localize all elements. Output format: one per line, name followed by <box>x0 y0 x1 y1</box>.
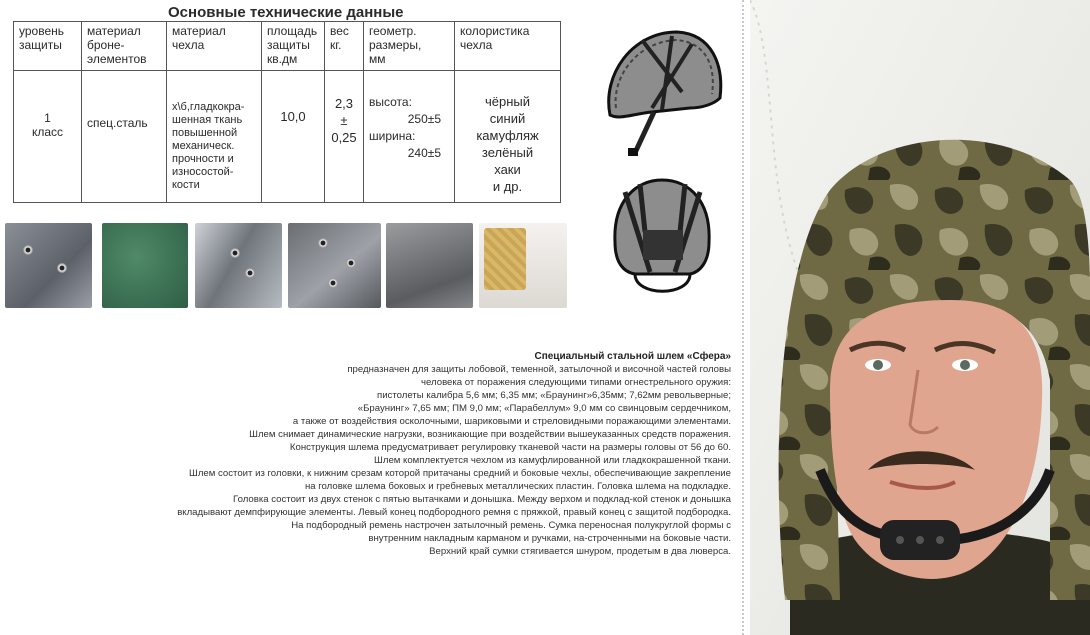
description-line: Конструкция шлема предусматривает регулировку тканевой части на размеры головы от 56 до 60. <box>289 442 731 453</box>
header-level: уровень защиты <box>14 22 82 71</box>
description-line: на головке шлема боковых и гребневых металлических пластин. Головка шлема на подкладке. <box>304 481 731 492</box>
armor-plate-photo <box>5 223 92 308</box>
bullet-mark <box>245 268 255 278</box>
description-line: На подбородный ремень настрочен затылочный ремень. Сумка переносная полукруглой формы с <box>291 520 731 531</box>
helmet-padding-photo <box>479 223 567 308</box>
armor-plate-photo <box>102 223 188 308</box>
width-label: ширина: <box>369 129 416 143</box>
description-line: а также от воздействия осколочными, шариковыми и стреловидными поражающими элементами. <box>292 416 731 427</box>
table-row <box>14 71 561 203</box>
armor-plate-photo <box>195 223 282 308</box>
description-line: человека от поражения следующими типами огнестрельного оружия: <box>421 377 731 388</box>
page-title: Основные технические данные <box>168 4 404 21</box>
description-line: «Браунинг» 7,65 мм; ПМ 9,0 мм; «Парабеллум» 9,0 мм со свинцовым сердечником, <box>357 403 731 414</box>
cell-cover: х\б,гладкокра- шенная ткань повышенной механическ. прочности и износостой- кости <box>167 71 262 203</box>
bullet-mark <box>318 238 328 248</box>
description-line: внутренним накладным карманом и ручками, на-строченными на боковые части. <box>368 533 731 544</box>
description-line: пистолеты калибра 5,6 мм; 6,35 мм; «Браунинг»6,35мм; 7,62мм револьверные; <box>377 390 731 401</box>
header-area: площадь защиты кв.дм <box>262 22 325 71</box>
description-line: Головка состоит из двух стенок с пятью вытачками и донышка. Между верхом и подклад-кой стенок и донышка <box>233 494 731 505</box>
description-title: Специальный стальной шлем «Сфера» <box>534 351 731 362</box>
cell-colors: чёрный синий камуфляж зелёный хаки и др. <box>455 71 561 203</box>
armor-plate-photo <box>288 223 381 308</box>
description-line: предназначен для защиты лобовой, теменной, затылочной и височной частей головы <box>347 364 731 375</box>
cell-level: 1 класс <box>14 71 82 203</box>
padding-insert <box>484 228 526 290</box>
specs-table <box>13 21 561 203</box>
helmet-model-photo <box>750 0 1090 635</box>
cell-material: спец.сталь <box>82 71 167 203</box>
width-value: 240±5 <box>407 146 441 160</box>
bullet-mark <box>57 263 67 273</box>
header-colors: колористика чехла <box>455 22 561 71</box>
armor-plate-photo <box>386 223 473 308</box>
description-line: Шлем комплектуется чехлом из камуфлированной или гладкокрашенной ткани. <box>374 455 731 466</box>
header-cover: материал чехла <box>167 22 262 71</box>
header-dims: геометр. размеры, мм <box>364 22 455 71</box>
description-line: вкладывают демпфирующие элементы. Левый конец подбородного ремня с пряжкой, правый конец с защитой подбородка. <box>177 507 731 518</box>
bullet-mark <box>23 245 33 255</box>
description-line: Шлем снимает динамические нагрузки, возникающие при воздействии вышеуказанных средств поражения. <box>249 429 731 440</box>
table-header-row <box>14 22 561 71</box>
cell-area: 10,0 <box>262 71 325 203</box>
helmet-top-sketch-icon <box>605 172 720 312</box>
helmet-description <box>95 350 731 558</box>
decorative-dotted-line <box>742 0 744 635</box>
cell-weight: 2,3 ± 0,25 <box>325 71 364 203</box>
height-label: высота: <box>369 95 412 109</box>
header-weight: вес кг. <box>325 22 364 71</box>
bullet-mark <box>346 258 356 268</box>
bullet-mark <box>230 248 240 258</box>
header-material: материал броне- элементов <box>82 22 167 71</box>
cell-dims <box>364 71 455 203</box>
height-value: 250±5 <box>407 112 441 126</box>
description-line: Шлем состоит из головки, к нижним срезам которой притачаны средний и боковые чехлы, обеспечивающие закрепление <box>189 468 731 479</box>
bullet-mark <box>328 278 338 288</box>
helmet-side-sketch-icon <box>592 20 732 160</box>
description-line: Верхний край сумки стягивается шнуром, продетым в два люверса. <box>429 546 731 557</box>
